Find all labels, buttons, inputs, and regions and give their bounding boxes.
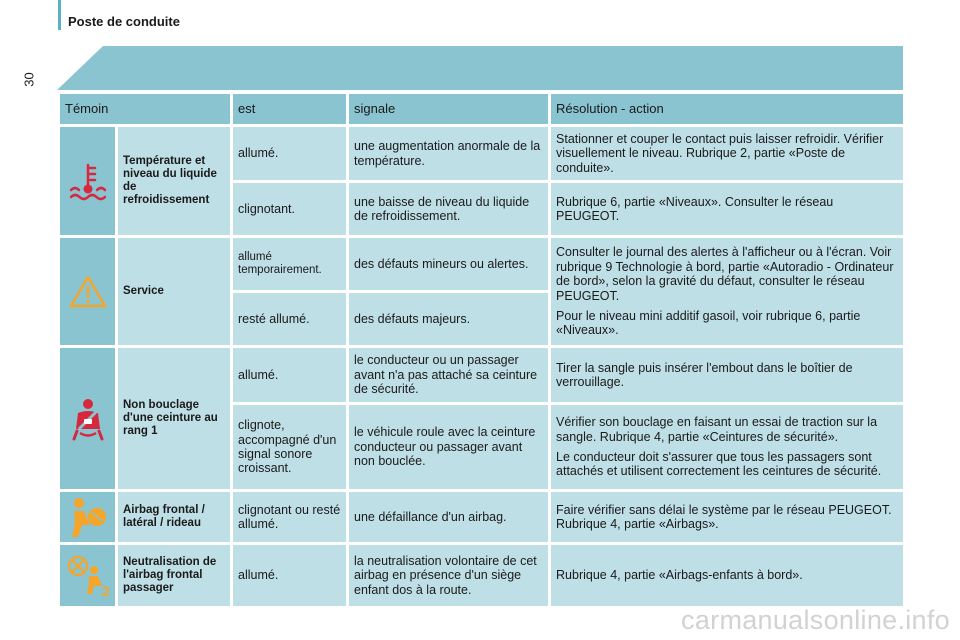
table-row [59,491,905,544]
light-action: Stationner et couper le contact puis laisser refroidir. Vérifier visuellement le niveau. Rubrique 2, partie «Poste de conduite». [550,126,905,182]
light-signal: le véhicule roule avec la ceinture conducteur ou passager avant non bouclée. [348,404,550,491]
table-row [59,347,905,404]
light-state: clignote, accompagné d'un signal sonore croissant. [232,404,348,491]
light-action: Vérifier son bouclage en faisant un essai de traction sur la sangle. Rubrique 4, partie «Ceintures de sécurité». Le conducteur doit s'assurer que tous les passagers sont attachés et utilisent correctement les ceintures de sécurité. [550,404,905,491]
column-header-resolution: Résolution - action [550,93,905,126]
light-state: clignotant. [232,182,348,237]
warning-light-name: Température et niveau du liquide de refroidissement [117,126,232,237]
warning-triangle-icon [59,237,117,347]
light-signal: une augmentation anormale de la température. [348,126,550,182]
light-state: resté allumé. [232,292,348,347]
warning-light-name: Neutralisation de l'airbag frontal passager [117,544,232,608]
light-signal: une baisse de niveau du liquide de refroidissement. [348,182,550,237]
column-header-signale: signale [348,93,550,126]
warning-light-name: Service [117,237,232,347]
light-action: Faire vérifier sans délai le système par le réseau PEUGEOT. Rubrique 4, partie «Airbags». [550,491,905,544]
header-accent-bar [58,0,61,30]
light-signal: des défauts mineurs ou alertes. [348,237,550,292]
light-action: Tirer la sangle puis insérer l'embout dans le boîtier de verrouillage. [550,347,905,404]
warning-light-name: Non bouclage d'une ceinture au rang 1 [117,347,232,491]
light-state: allumé. [232,347,348,404]
watermark: carmanualsonline.info [681,605,950,635]
table-row [59,126,905,182]
column-header-temoin: Témoin [59,93,232,126]
table-header-banner [57,46,903,90]
svg-text:2: 2 [101,582,110,598]
coolant-temperature-icon [59,126,117,237]
warning-light-name: Airbag frontal / latéral / rideau [117,491,232,544]
light-state: allumé. [232,126,348,182]
light-state: allumé temporairement. [232,237,348,292]
light-signal: la neutralisation volontaire de cet airbag en présence d'un siège enfant dos à la route. [348,544,550,608]
airbag-icon [59,491,117,544]
light-signal: le conducteur ou un passager avant n'a pas attaché sa ceinture de sécurité. [348,347,550,404]
table-row [59,544,905,608]
passenger-airbag-off-icon [59,544,117,608]
table-row [59,237,905,292]
light-state: clignotant ou resté allumé. [232,491,348,544]
light-action: Consulter le journal des alertes à l'afficheur ou à l'écran. Voir rubrique 9 Technologie à bord, partie «Autoradio - Ordinateur de bord», selon la gravité du défaut, consulter le réseau PEUGEOT. Pour le niveau mini additif gasoil, voir rubrique 6, partie «Niveaux». [550,237,905,347]
page-title: Poste de conduite [68,14,180,29]
light-signal: une défaillance d'un airbag. [348,491,550,544]
light-action: Rubrique 4, partie «Airbags-enfants à bord». [550,544,905,608]
seatbelt-icon [59,347,117,491]
light-signal: des défauts majeurs. [348,292,550,347]
table-header-row [59,93,905,126]
page-number: 30 [21,72,37,87]
light-state: allumé. [232,544,348,608]
light-action: Rubrique 6, partie «Niveaux». Consulter le réseau PEUGEOT. [550,182,905,237]
warning-lights-table [57,91,906,609]
column-header-est: est [232,93,348,126]
